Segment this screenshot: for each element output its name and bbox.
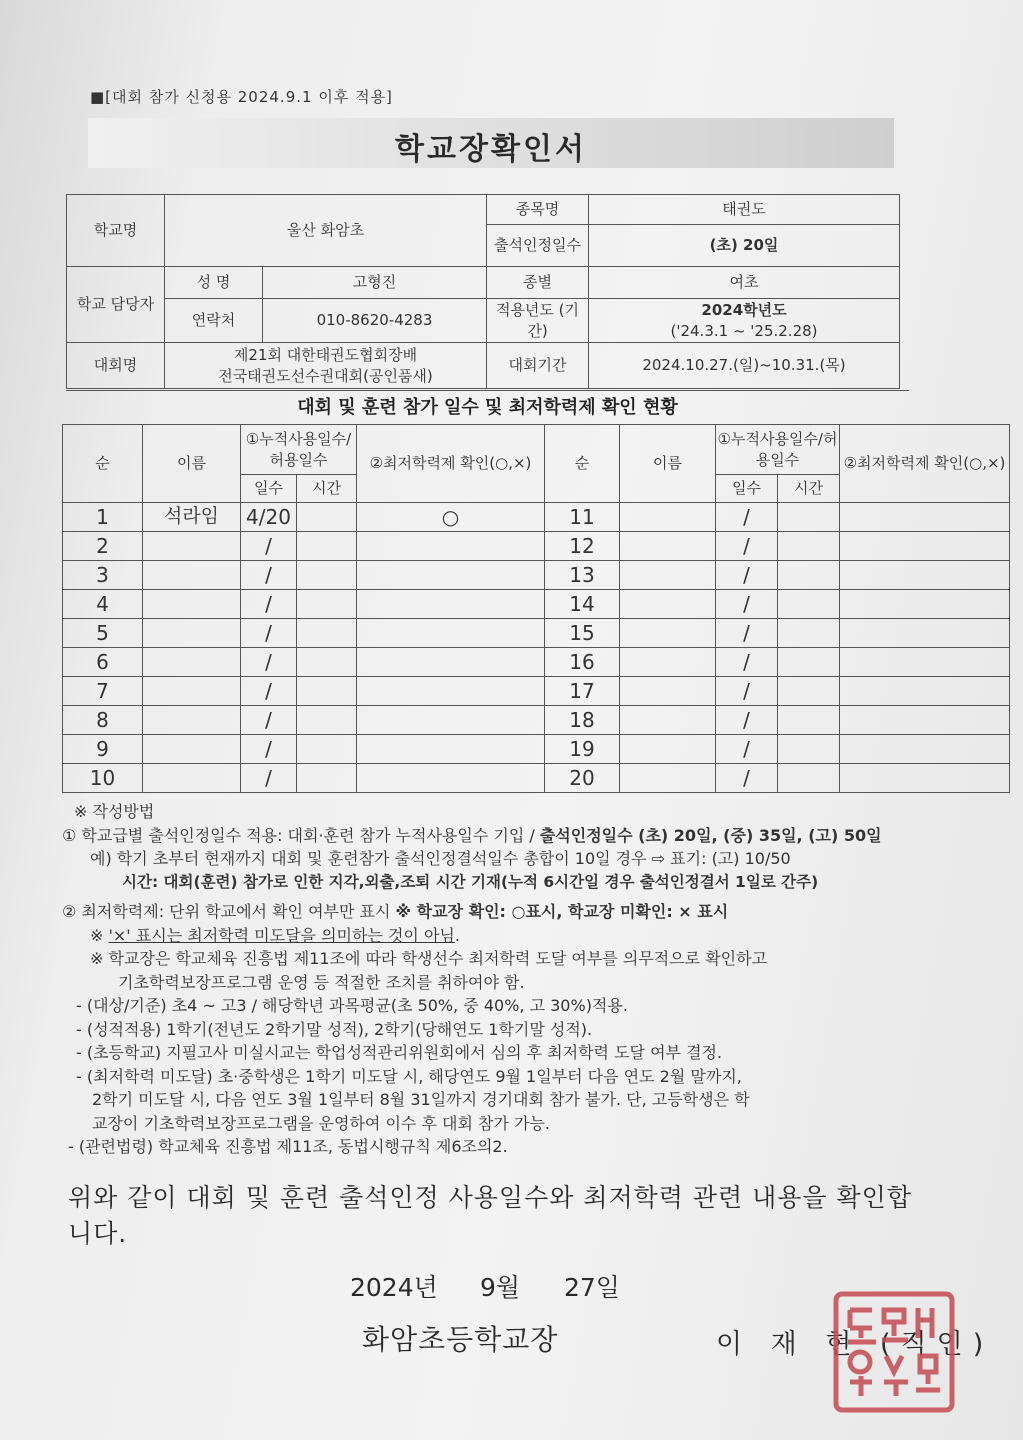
row-days: / (241, 677, 297, 706)
row-hours (778, 590, 840, 619)
row-hours (778, 532, 840, 561)
row-check (357, 619, 545, 648)
instruction-text-bold: ※ 학교장 확인: ○표시, 학교장 미확인: × 표시 (395, 902, 729, 921)
row-days: / (241, 764, 297, 793)
instruction-line (62, 924, 924, 948)
instructions (62, 800, 924, 1159)
row-days: / (241, 735, 297, 764)
row-check (840, 532, 1010, 561)
name-label: 성 명 (165, 267, 263, 299)
official-seal-icon (832, 1290, 956, 1414)
row-hours (297, 619, 357, 648)
instruction-line: 교장이 기초학력보장프로그램을 운영하여 이수 후 대회 참가 가능. (92, 1113, 551, 1133)
row-seq: 18 (545, 706, 620, 735)
category-label: 종별 (487, 267, 589, 299)
row-days: / (241, 619, 297, 648)
table-row (63, 503, 1010, 532)
row-hours (778, 677, 840, 706)
name-value: 고형진 (263, 267, 487, 299)
competition-label: 대회명 (67, 343, 165, 389)
date-year: 2024년 (350, 1273, 438, 1302)
header-minimum-left: ②최저학력제 확인(○,×) (357, 425, 545, 503)
row-name (620, 532, 716, 561)
row-days: / (716, 561, 778, 590)
row-seq: 11 (545, 503, 620, 532)
attendance-value: (초) 20일 (589, 225, 900, 267)
header-minimum-right: ②최저학력제 확인(○,×) (840, 425, 1010, 503)
row-hours (297, 561, 357, 590)
table-row (63, 590, 1010, 619)
row-days: / (241, 648, 297, 677)
signer-name: 이 재 현 (직인) (716, 1329, 994, 1360)
attendance-label: 출석인정일수 (487, 225, 589, 267)
instruction-line: 기초학력보장프로그램 운영 등 적절한 조치를 취하여야 함. (118, 972, 525, 992)
row-hours (297, 648, 357, 677)
row-days: / (241, 706, 297, 735)
row-seq: 2 (63, 532, 143, 561)
event-value: 태권도 (589, 195, 900, 225)
row-seq: 20 (545, 764, 620, 793)
period-value: 2024.10.27.(일)~10.31.(목) (589, 343, 900, 389)
row-check (357, 561, 545, 590)
confirmation-text: 위와 같이 대회 및 훈련 출석인정 사용일수와 최저학력 관련 내용을 확인합니다. (68, 1183, 912, 1248)
year-cell (589, 299, 900, 343)
instruction-text: ① 학교급별 출석인정일수 적용: 대회·훈련 참가 누적사용일수 기입 / (62, 825, 540, 845)
row-days: / (716, 619, 778, 648)
row-check (840, 619, 1010, 648)
row-name (620, 764, 716, 793)
instructions-heading: ※ 작성방법 (74, 802, 155, 821)
row-check: ○ (357, 503, 545, 532)
year-label: 적용년도 (기간) (487, 299, 589, 343)
row-hours (297, 764, 357, 793)
row-days: / (716, 648, 778, 677)
instruction-text: . (454, 925, 460, 945)
row-seq: 16 (545, 648, 620, 677)
instruction-line (62, 900, 924, 924)
header-hours-right: 시간 (778, 475, 840, 503)
row-hours (778, 619, 840, 648)
row-seq: 13 (545, 561, 620, 590)
row-days: / (716, 532, 778, 561)
row-hours (297, 532, 357, 561)
row-seq: 8 (63, 706, 143, 735)
header-name-right: 이름 (620, 425, 716, 503)
row-seq: 12 (545, 532, 620, 561)
row-check (840, 764, 1010, 793)
instruction-text: ② 최저학력제: 단위 학교에서 확인 여부만 표시 (62, 902, 396, 921)
row-hours (778, 648, 840, 677)
row-name (143, 706, 241, 735)
principal-title: 화암초등학교장 (362, 1323, 559, 1356)
title-bar (88, 118, 894, 168)
category-value: 여초 (589, 267, 900, 299)
header-days-right: 일수 (716, 475, 778, 503)
instruction-line: ※ 학교장은 학교체육 진흥법 제11조에 따라 학생선수 최저학력 도달 여부를 의무적으로 확인하고 (90, 949, 768, 968)
competition-value-2: 전국태권도선수권대회(공인품새) (218, 366, 433, 385)
row-name (620, 706, 716, 735)
instruction-text-bold: 출석인정일수 (초) 20일, (중) 35일, (고) 50일 (539, 825, 882, 845)
row-name (620, 590, 716, 619)
row-check (357, 764, 545, 793)
row-seq: 15 (545, 619, 620, 648)
instruction-line: - (초등학교) 지필고사 미실시교는 학업성적관리위원회에서 심의 후 최저학력 도달 여부 결정. (76, 1043, 723, 1062)
row-hours (297, 590, 357, 619)
date-month: 9월 (480, 1273, 521, 1302)
row-hours (778, 706, 840, 735)
instruction-text: ※ (90, 925, 109, 945)
row-check (840, 677, 1010, 706)
instruction-line: - (성적적용) 1학기(전년도 2학기말 성적), 2학기(당해연도 1학기말 성적). (76, 1019, 593, 1039)
row-hours (778, 503, 840, 532)
row-seq: 9 (63, 735, 143, 764)
manager-label: 학교 담당자 (67, 267, 165, 343)
row-name (143, 619, 241, 648)
contact-label: 연락처 (165, 299, 263, 343)
instruction-text-underlined: '×' 표시는 최저학력 미도달을 의미하는 것이 아님 (108, 925, 455, 945)
row-check (840, 706, 1010, 735)
row-name (143, 590, 241, 619)
table-row (63, 648, 1010, 677)
row-check (357, 677, 545, 706)
row-name (620, 677, 716, 706)
header-hours-left: 시간 (297, 475, 357, 503)
header-seq-left: 순 (63, 425, 143, 503)
table-row (63, 706, 1010, 735)
year-value: 2024학년도 (701, 301, 787, 320)
table-row (63, 619, 1010, 648)
row-name (620, 503, 716, 532)
row-seq: 3 (63, 561, 143, 590)
header-cumulative-right: ①누적사용일수/허용일수 (716, 425, 840, 475)
row-days: 4/20 (241, 503, 297, 532)
row-seq: 14 (545, 590, 620, 619)
row-hours (297, 706, 357, 735)
row-name (143, 532, 241, 561)
row-check (840, 648, 1010, 677)
row-hours (297, 677, 357, 706)
row-name (620, 561, 716, 590)
row-check (840, 561, 1010, 590)
document-title: 학교장확인서 (395, 132, 587, 167)
row-seq: 7 (63, 677, 143, 706)
row-days: / (716, 764, 778, 793)
year-period: ('24.3.1 ~ '25.2.28) (670, 321, 818, 340)
instruction-line: - (대상/기준) 초4 ~ 고3 / 해당학년 과목평균(초 50%, 중 40%, 고 30%)적용. (76, 996, 628, 1015)
period-label: 대회기간 (487, 343, 589, 389)
date-day: 27일 (564, 1273, 620, 1302)
row-days: / (241, 590, 297, 619)
competition-value-1: 제21회 대한태권도협회장배 (233, 346, 418, 365)
table-row (63, 764, 1010, 793)
instruction-line: - (관련법령) 학교체육 진흥법 제11조, 동법시행규칙 제6조의2. (68, 1137, 508, 1156)
school-label: 학교명 (67, 195, 165, 267)
row-name (143, 677, 241, 706)
header-cumulative-left: ①누적사용일수/허용일수 (241, 425, 357, 475)
row-hours (297, 503, 357, 532)
row-name (620, 648, 716, 677)
contact-value: 010-8620-4283 (263, 299, 487, 343)
row-seq: 5 (63, 619, 143, 648)
event-label: 종목명 (487, 195, 589, 225)
row-check (357, 590, 545, 619)
row-seq: 17 (545, 677, 620, 706)
row-name (620, 619, 716, 648)
row-days: / (716, 590, 778, 619)
school-value: 울산 화암초 (165, 195, 487, 267)
row-check (840, 503, 1010, 532)
row-check (840, 590, 1010, 619)
instruction-line: - (최저학력 미도달) 초·중학생은 1학기 미도달 시, 해당연도 9월 1일부터 다음 연도 2월 말까지, (76, 1066, 742, 1086)
instruction-line: 2학기 미도달 시, 다음 연도 3월 1일부터 8월 31일까지 경기대회 참가 불가. 단, 고등학생은 학 (92, 1090, 750, 1109)
status-title: 대회 및 훈련 참가 일수 및 최저학력제 확인 현황 (66, 390, 909, 425)
row-name: 석라임 (143, 503, 241, 532)
info-table (66, 194, 900, 389)
row-seq: 1 (63, 503, 143, 532)
row-hours (778, 561, 840, 590)
row-seq: 6 (63, 648, 143, 677)
row-days: / (241, 532, 297, 561)
row-check (357, 706, 545, 735)
competition-cell (165, 343, 487, 389)
row-name (143, 648, 241, 677)
instruction-line: 예) 학기 초부터 현재까지 대회 및 훈련참가 출석인정결석일수 총합이 10일 경우 ⇨ 표기: (고) 10/50 (90, 849, 791, 868)
table-row (63, 677, 1010, 706)
row-hours (778, 764, 840, 793)
row-seq: 10 (63, 764, 143, 793)
row-name (143, 735, 241, 764)
table-row (63, 532, 1010, 561)
table-row (63, 561, 1010, 590)
row-check (357, 532, 545, 561)
row-seq: 4 (63, 590, 143, 619)
row-hours (297, 735, 357, 764)
row-name (620, 735, 716, 764)
header-seq-right: 순 (545, 425, 620, 503)
table-row (63, 735, 1010, 764)
row-seq: 19 (545, 735, 620, 764)
row-days: / (716, 503, 778, 532)
instruction-line (62, 824, 924, 848)
row-days: / (241, 561, 297, 590)
row-check (840, 735, 1010, 764)
header-name-left: 이름 (143, 425, 241, 503)
header-note: ■[대회 참가 신청용 2024.9.1 이후 적용] (90, 88, 393, 106)
row-days: / (716, 706, 778, 735)
row-name (143, 561, 241, 590)
row-name (143, 764, 241, 793)
row-days: / (716, 677, 778, 706)
attendance-table (62, 424, 1010, 793)
row-check (357, 648, 545, 677)
header-days-left: 일수 (241, 475, 297, 503)
row-days: / (716, 735, 778, 764)
row-check (357, 735, 545, 764)
instruction-line: 시간: 대회(훈련) 참가로 인한 지각,외출,조퇴 시간 기재(누적 6시간일 경우 출석인정결서 1일로 간주) (122, 872, 819, 891)
row-hours (778, 735, 840, 764)
